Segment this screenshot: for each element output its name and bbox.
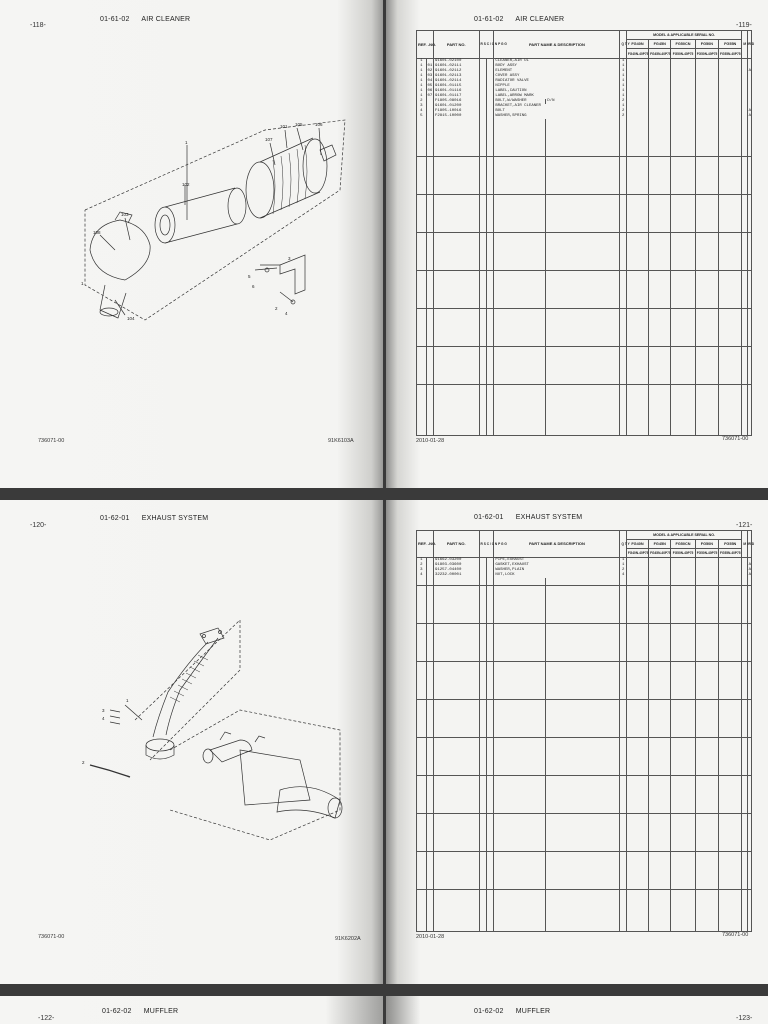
callout: 108 bbox=[93, 230, 101, 235]
serial-range: FG50N-40P75 bbox=[695, 548, 718, 557]
parts-rows bbox=[417, 557, 752, 931]
callout: 3 bbox=[102, 708, 105, 713]
col-part-name: PART NAME & DESCRIPTION bbox=[494, 531, 620, 558]
table-row: 3 91257-04400 WASHER,PLAIN 2 A bbox=[417, 568, 752, 573]
page-number: -119- bbox=[736, 22, 752, 29]
footer-doc-number: 736071-00 bbox=[38, 934, 65, 940]
section-code: 01-62-02 bbox=[474, 1008, 504, 1015]
section-header bbox=[100, 16, 190, 23]
model-name: FG50CN bbox=[671, 40, 695, 49]
col-qty: Q T Y bbox=[620, 31, 626, 59]
section-code: 01-61-02 bbox=[474, 16, 504, 23]
model-name: FG45N bbox=[649, 539, 671, 548]
callout: 105 bbox=[295, 122, 303, 127]
serial-range: FG45N-40P75 bbox=[649, 548, 671, 557]
table-row: 1 02 91601-02112 ELEMENT 1 A bbox=[417, 69, 752, 74]
callout: 6 bbox=[252, 284, 255, 289]
model-name: FG55N bbox=[719, 539, 742, 548]
model-name: FG55N bbox=[719, 40, 742, 49]
col-part-no: PART NO. bbox=[433, 531, 479, 558]
section-title: MUFFLER bbox=[143, 1008, 179, 1015]
col-flags: R S C / C N P G G bbox=[479, 31, 494, 59]
callout: 5 bbox=[248, 274, 251, 279]
footer-date: 2010-01-28 bbox=[416, 934, 445, 940]
page-118 bbox=[0, 0, 383, 488]
exhaust-system-diagram bbox=[80, 610, 360, 840]
callout: 3 bbox=[288, 256, 291, 261]
table-row: 1 04 91601-02114 RADIATOR VALVE 1 bbox=[417, 79, 752, 84]
section-header bbox=[100, 515, 208, 522]
page-number: -123- bbox=[736, 1015, 753, 1022]
section-header bbox=[474, 514, 582, 521]
callout: 2 bbox=[275, 306, 278, 311]
table-row: 5 F2815-10000 WASHER,SPRING 2 A bbox=[417, 114, 752, 119]
col-rd: R D bbox=[747, 531, 751, 558]
model-name: FG50N bbox=[695, 40, 718, 49]
model-name: FG45N bbox=[649, 40, 671, 49]
section-title: MUFFLER bbox=[515, 1008, 551, 1015]
col-model-title: MODEL & APPLICABLE SERIAL NO. bbox=[626, 31, 742, 40]
serial-range: FG45N-40P75 bbox=[649, 49, 671, 58]
col-rd: R D bbox=[747, 31, 751, 59]
table-row: 1 91601-02100 CLEANER,AIR UL 1 bbox=[417, 58, 752, 64]
serial-range: FG50N-40P75 bbox=[695, 49, 718, 58]
section-title: EXHAUST SYSTEM bbox=[141, 515, 209, 522]
table-row: 2 F1805-08016 BOLT,W/WASHER D/N 2 bbox=[417, 99, 752, 104]
section-code: 01-61-02 bbox=[100, 16, 130, 23]
footer-doc-number: 736071-00 bbox=[722, 436, 749, 442]
callout: 4 bbox=[285, 311, 288, 316]
serial-range: FG40N-40P75 bbox=[626, 548, 648, 557]
table-row: 1 07 91601-01117 LABEL,ARROW MARK 1 bbox=[417, 94, 752, 99]
col-ref-no: REF. -NO. bbox=[417, 531, 434, 558]
callout: 102 bbox=[182, 182, 190, 187]
table-row: 4 F1805-10016 BOLT 2 A bbox=[417, 109, 752, 114]
col-qty: Q T Y bbox=[620, 531, 626, 558]
parts-table-exhaust-system bbox=[416, 530, 755, 932]
col-mv: M V bbox=[742, 31, 747, 59]
section-title: EXHAUST SYSTEM bbox=[515, 514, 583, 521]
table-row: 1 06 91601-01116 LABEL,CAUTION 1 bbox=[417, 89, 752, 94]
air-cleaner-exploded-diagram bbox=[75, 110, 355, 340]
table-row: 2 91803-03600 GASKET,EXHAUST 1 A bbox=[417, 563, 752, 568]
callout: 104 bbox=[127, 316, 135, 321]
section-header bbox=[474, 1008, 550, 1015]
page-120 bbox=[0, 500, 383, 984]
section-code: 01-62-01 bbox=[474, 514, 504, 521]
col-part-name: PART NAME & DESCRIPTION bbox=[494, 31, 620, 59]
table-row: 1 05 91601-01115 NIPPLE 1 bbox=[417, 84, 752, 89]
section-title: AIR CLEANER bbox=[141, 16, 191, 23]
serial-range: FG55N-40P75 bbox=[719, 548, 742, 557]
model-name: FG40N bbox=[626, 539, 648, 548]
col-flags: R S C / C N P G G bbox=[479, 531, 494, 558]
page-119 bbox=[386, 0, 768, 488]
col-ref-no: REF. -NO. bbox=[417, 31, 434, 59]
col-model-title: MODEL & APPLICABLE SERIAL NO. bbox=[626, 531, 742, 540]
section-code: 01-62-02 bbox=[102, 1008, 132, 1015]
footer-doc-number: 736071-00 bbox=[722, 932, 749, 938]
table-row: 1 03 91601-02113 COVER ASSY 1 bbox=[417, 74, 752, 79]
serial-range: FG55N-40P75 bbox=[719, 49, 742, 58]
callout: 1 bbox=[81, 281, 84, 286]
page-121 bbox=[386, 500, 768, 984]
section-header bbox=[474, 16, 564, 23]
callout: 1 bbox=[126, 698, 129, 703]
footer-doc-number: 736071-00 bbox=[38, 438, 65, 444]
table-row: 4 32232-00001 NUT,LOCK 4 A bbox=[417, 573, 752, 578]
model-name: FG50CN bbox=[671, 539, 695, 548]
page-number: -122- bbox=[38, 1015, 55, 1022]
col-mv: M V bbox=[742, 531, 747, 558]
page-122 bbox=[0, 996, 383, 1024]
section-title: AIR CLEANER bbox=[515, 16, 565, 23]
callout: 106 bbox=[315, 122, 323, 127]
model-name: FG40N bbox=[626, 40, 648, 49]
parts-rows bbox=[417, 58, 752, 435]
serial-range: FG50N-40P75 bbox=[671, 49, 695, 58]
footer-figure-code: 91K6202A bbox=[335, 936, 361, 942]
col-part-no: PART NO. bbox=[433, 31, 479, 59]
section-code: 01-62-01 bbox=[100, 515, 130, 522]
page-number: -118- bbox=[30, 22, 46, 29]
callout: 4 bbox=[102, 716, 105, 721]
footer-date: 2010-01-28 bbox=[416, 438, 445, 444]
callout: 101 bbox=[280, 124, 288, 129]
page-number: -121- bbox=[736, 522, 753, 529]
section-header bbox=[102, 1008, 178, 1015]
callout: 103 bbox=[121, 212, 129, 217]
callout: 107 bbox=[265, 137, 273, 142]
footer-figure-code: 91K6103A bbox=[328, 438, 354, 444]
table-row: 3 91601-01200 BRACKET,AIR CLEANER 1 bbox=[417, 104, 752, 109]
table-row: 1 91662-03200 PIPE,EXHAUST 1 bbox=[417, 557, 752, 563]
table-row: 1 01 91601-02111 BODY ASSY 1 bbox=[417, 64, 752, 69]
serial-range: FG50N-40P75 bbox=[671, 548, 695, 557]
parts-table-air-cleaner bbox=[416, 30, 755, 436]
model-name: FG50N bbox=[695, 539, 718, 548]
page-number: -120- bbox=[30, 522, 47, 529]
page-123 bbox=[386, 996, 768, 1024]
callout: 1 bbox=[185, 140, 188, 145]
serial-range: FG40N-40P75 bbox=[626, 49, 648, 58]
callout: 2 bbox=[82, 760, 85, 765]
